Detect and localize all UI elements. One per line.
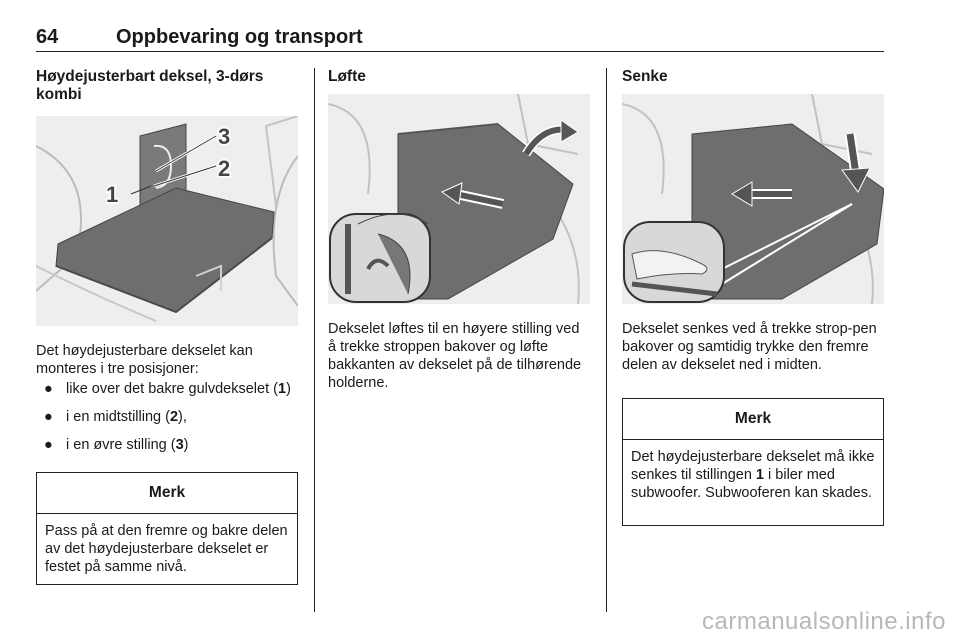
raise-instructions-text: Dekselet løftes til en høyere stilling ved å trekke stroppen bakover og løfte bakkanten av dekselet på de tilhørende holderne. xyxy=(328,321,582,391)
list-item: ● i en øvre stilling (3) xyxy=(44,437,189,453)
list-item: ● like over det bakre gulvdekselet (1) xyxy=(44,381,291,397)
raise-figure xyxy=(328,94,590,304)
page-title: Oppbevaring og transport xyxy=(116,26,363,48)
figure-label-3: 3 xyxy=(218,124,231,149)
note-box-level xyxy=(36,472,298,585)
section-title-cover: Høydejusterbart deksel, 3-dørs kombi xyxy=(36,68,264,103)
bullet-icon: ● xyxy=(44,437,53,453)
column-divider-2 xyxy=(606,68,607,612)
note-text: Pass på at den fremre og bakre delen av det høydejusterbare dekselet er festet på samme nivå. xyxy=(45,523,288,575)
bullet-icon: ● xyxy=(44,381,53,397)
position-list xyxy=(36,380,298,464)
header-rule xyxy=(36,51,884,52)
lower-instructions-text: Dekselet senkes ved å trekke strop-pen bakover og samtidig trykke den fremre delen av dekselet ned i midten. xyxy=(622,321,877,373)
cover-intro-text: Det høydejusterbare dekselet kan monteres i tre posisjoner: xyxy=(36,343,253,377)
figure-label-1: 1 xyxy=(106,182,119,207)
figure-label-2: 2 xyxy=(218,156,231,181)
note-title: Merk xyxy=(623,399,883,440)
note-box-subwoofer xyxy=(622,398,884,526)
lower-figure xyxy=(622,94,884,304)
note-title: Merk xyxy=(37,473,297,514)
section-title-lower: Senke xyxy=(622,68,668,85)
list-item: ● i en midtstilling (2), xyxy=(44,409,187,425)
bullet-icon: ● xyxy=(44,409,53,425)
note-text: Det høydejusterbare dekselet må ikke senkes til stillingen 1 i biler med subwoofer. Subwooferen kan skades. xyxy=(631,449,875,501)
section-title-raise: Løfte xyxy=(328,68,366,85)
column-divider-1 xyxy=(314,68,315,612)
page-number: 64 xyxy=(36,26,59,48)
cover-positions-figure xyxy=(36,116,298,326)
watermark: carmanualsonline.info xyxy=(702,608,946,635)
